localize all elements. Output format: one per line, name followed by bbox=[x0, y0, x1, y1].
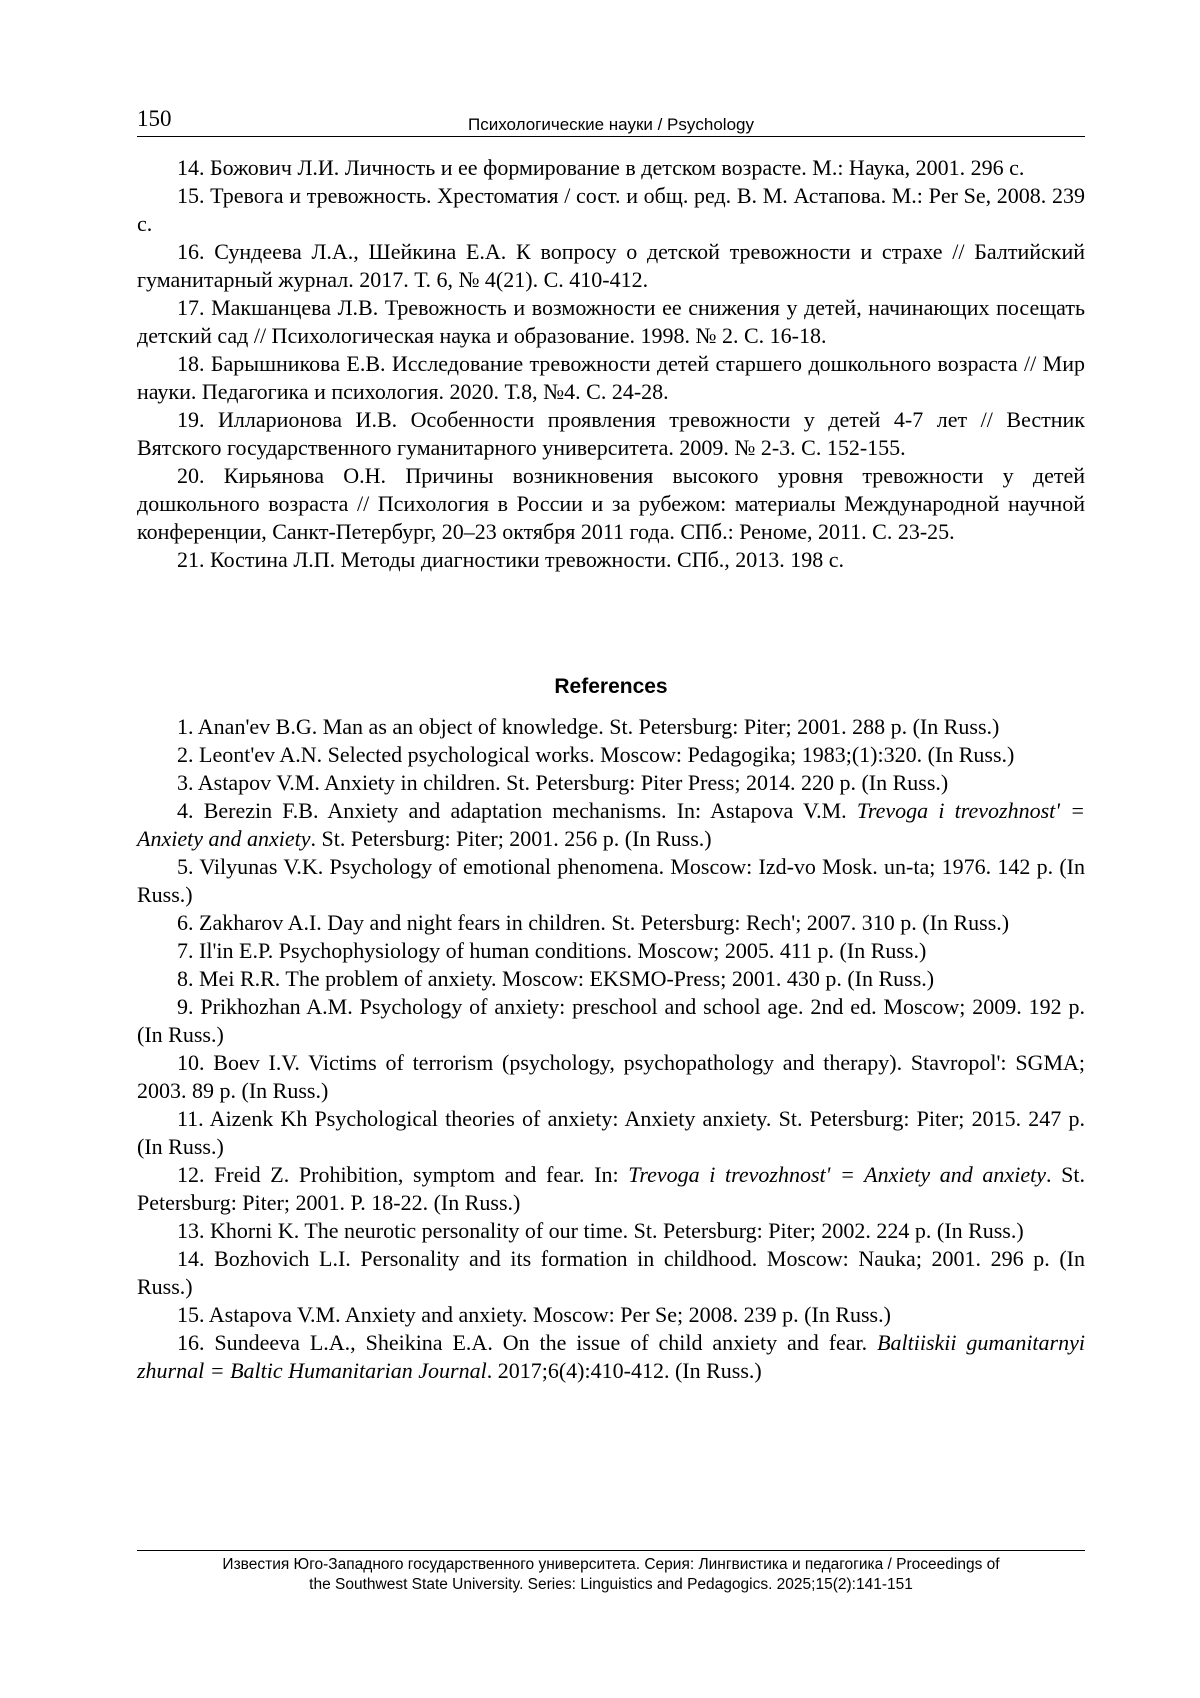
reference-text: 14. Божович Л.И. Личность и ее формирование в детском возрасте. М.: Наука, 2001. 296 с. bbox=[177, 155, 1025, 180]
reference-item bbox=[137, 182, 1085, 238]
reference-text: 13. Khorni K. The neurotic personality of our time. St. Petersburg: Piter; 2002. 224 p. (In Russ.) bbox=[177, 1218, 1024, 1243]
reference-text: 15. Astapova V.M. Anxiety and anxiety. Moscow: Per Se; 2008. 239 p. (In Russ.) bbox=[177, 1302, 891, 1327]
footer-line-1: Известия Юго-Западного государственного университета. Серия: Лингвистика и педагогика / Proceedings of bbox=[222, 1556, 1000, 1573]
reference-item bbox=[137, 741, 1085, 769]
reference-item bbox=[137, 937, 1085, 965]
reference-text: 9. Prikhozhan A.M. Psychology of anxiety: preschool and school age. 2nd ed. Moscow; 2009. 192 p. (In Russ.) bbox=[137, 994, 1085, 1047]
english-reference-list bbox=[137, 713, 1085, 1385]
reference-item bbox=[137, 350, 1085, 406]
russian-reference-list bbox=[137, 154, 1085, 574]
reference-item bbox=[137, 993, 1085, 1049]
reference-text-tail: . St. Petersburg: Piter; 2001. 256 p. (In Russ.) bbox=[310, 826, 712, 851]
reference-text: 14. Bozhovich L.I. Personality and its formation in childhood. Moscow: Nauka; 2001. 296 p. (In Russ.) bbox=[137, 1246, 1085, 1299]
reference-item bbox=[137, 797, 1085, 853]
reference-text: 1. Anan'ev B.G. Man as an object of knowledge. St. Petersburg: Piter; 2001. 288 p. (In Russ.) bbox=[177, 714, 1000, 739]
reference-item bbox=[137, 965, 1085, 993]
reference-item bbox=[137, 1329, 1085, 1385]
reference-text: 5. Vilyunas V.K. Psychology of emotional phenomena. Moscow: Izd-vo Mosk. un-ta; 1976. 142 p. (In Russ.) bbox=[137, 854, 1085, 907]
reference-item bbox=[137, 1301, 1085, 1329]
reference-item bbox=[137, 1049, 1085, 1105]
journal-title-italic: Baltiiskii gumanitarnyi zhurnal = Baltic Humanitarian Journal bbox=[137, 1330, 1085, 1383]
reference-text: 20. Кирьянова О.Н. Причины возникновения высокого уровня тревожности у детей дошкольного возраста // Психология в России и за рубежом: материалы Международной научной конференции, Санкт-Петербург, 20–23 октября 2011 года. СПб.: Реноме, 2011. С. 23-25. bbox=[137, 463, 1085, 544]
reference-text: 4. Berezin F.B. Anxiety and adaptation mechanisms. In: Astapova V.M. bbox=[177, 798, 857, 823]
footer-divider bbox=[137, 1550, 1085, 1551]
references-heading: References bbox=[554, 675, 668, 698]
reference-text-tail: . St. Petersburg: Piter; 2001. P. 18-22. (In Russ.) bbox=[137, 1162, 1085, 1215]
reference-item bbox=[137, 154, 1085, 182]
reference-text: 7. Il'in E.P. Psychophysiology of human conditions. Moscow; 2005. 411 p. (In Russ.) bbox=[177, 938, 927, 963]
reference-text: 2. Leont'ev A.N. Selected psychological works. Moscow: Pedagogika; 1983;(1):320. (In Russ.) bbox=[177, 742, 1015, 767]
running-title: Психологические науки / Psychology bbox=[468, 115, 754, 134]
reference-text: 11. Aizenk Kh Psychological theories of anxiety: Anxiety anxiety. St. Petersburg: Piter; 2015. 247 p. (In Russ.) bbox=[137, 1106, 1085, 1159]
reference-text: 21. Костина Л.П. Методы диагностики тревожности. СПб., 2013. 198 с. bbox=[177, 547, 845, 572]
journal-title-italic: Trevoga i trevozhnost' = Anxiety and anxiety bbox=[137, 798, 1085, 851]
reference-item bbox=[137, 1217, 1085, 1245]
footer-line-2: the Southwest State University. Series: Linguistics and Pedagogics. 2025;15(2):141-151 bbox=[309, 1576, 913, 1593]
reference-text: 10. Boev I.V. Victims of terrorism (psychology, psychopathology and therapy). Stavropol': SGMA; 2003. 89 p. (In Russ.) bbox=[137, 1050, 1085, 1103]
reference-item bbox=[137, 713, 1085, 741]
page-number: 150 bbox=[137, 106, 172, 131]
reference-item bbox=[137, 1245, 1085, 1301]
journal-title-italic: Trevoga i trevozhnost' = Anxiety and anxiety bbox=[628, 1162, 1046, 1187]
reference-item bbox=[137, 238, 1085, 294]
reference-text: 18. Барышникова Е.В. Исследование тревожности детей старшего дошкольного возраста // Мир науки. Педагогика и психология. 2020. Т.8, №4. С. 24-28. bbox=[137, 351, 1085, 404]
reference-item bbox=[137, 1161, 1085, 1217]
reference-item bbox=[137, 853, 1085, 909]
reference-text: 6. Zakharov A.I. Day and night fears in children. St. Petersburg: Rech'; 2007. 310 p. (In Russ.) bbox=[177, 910, 1010, 935]
reference-text: 19. Илларионова И.В. Особенности проявления тревожности у детей 4-7 лет // Вестник Вятского государственного гуманитарного университета. 2009. № 2-3. С. 152-155. bbox=[137, 407, 1085, 460]
reference-item bbox=[137, 294, 1085, 350]
header-divider bbox=[137, 136, 1085, 137]
reference-text: 12. Freid Z. Prohibition, symptom and fear. In: bbox=[177, 1162, 629, 1187]
reference-text: 17. Макшанцева Л.В. Тревожность и возможности ее снижения у детей, начинающих посещать детский сад // Психологическая наука и образование. 1998. № 2. С. 16-18. bbox=[137, 295, 1085, 348]
reference-text: 16. Сундеева Л.А., Шейкина Е.А. К вопросу о детской тревожности и страхе // Балтийский гуманитарный журнал. 2017. Т. 6, № 4(21). С. 410-412. bbox=[137, 239, 1085, 292]
reference-text: 16. Sundeeva L.A., Sheikina E.A. On the issue of child anxiety and fear. bbox=[177, 1330, 878, 1355]
reference-item bbox=[137, 909, 1085, 937]
reference-text-tail: . 2017;6(4):410-412. (In Russ.) bbox=[486, 1358, 762, 1383]
journal-footer bbox=[137, 1555, 1085, 1595]
reference-text: 8. Mei R.R. The problem of anxiety. Moscow: EKSMO-Press; 2001. 430 p. (In Russ.) bbox=[177, 966, 935, 991]
reference-item bbox=[137, 406, 1085, 462]
reference-item bbox=[137, 462, 1085, 546]
reference-item bbox=[137, 769, 1085, 797]
reference-text: 3. Astapov V.M. Anxiety in children. St. Petersburg: Piter Press; 2014. 220 p. (In Russ.) bbox=[177, 770, 949, 795]
reference-item bbox=[137, 546, 1085, 574]
reference-text: 15. Тревога и тревожность. Хрестоматия / сост. и общ. ред. В. М. Астапова. М.: Per Se, 2008. 239 с. bbox=[137, 183, 1085, 236]
reference-item bbox=[137, 1105, 1085, 1161]
